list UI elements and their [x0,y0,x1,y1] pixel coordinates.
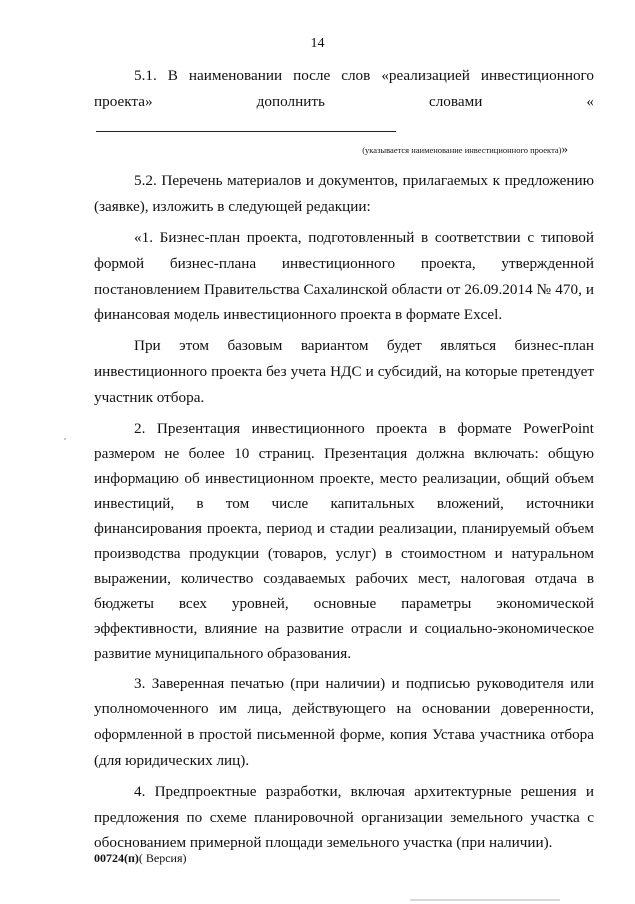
item-1-note: При этом базовым вариантом будет являться бизнес-план инвестиционного проекта без учета НДС и субсидий, на которые претендует участник отбора. [94,337,594,406]
paragraph-5-2: 5.2. Перечень материалов и документов, прилагаемых к предложению (заявке), изложить в следующей редакции: [94,172,594,216]
fill-hint-close-quote: » [561,141,568,157]
item-4-preliminary-design: 4. Предпроектные разработки, включая архитектурные решения и предложения по схеме планировочной организации земельного участка с обоснованием примерной площади земельного участка (при наличии). [94,782,594,852]
item-2-presentation: 2. Презентация инвестиционного проекта в формате PowerPoint размером не более 10 страниц. Презентация должна включать: общую информацию об инвестиционном проекте, место реализации, общий объем инвестиций, в том числе капитальных вложений, источники финансирования проекта, период и стадии реализации, планируемый объем производства продукции (товаров, услуг) в стоимостном и натуральном выражении, количество создаваемых рабочих мест, налоговая отдача в бюджеты всех уровней, основные параметры экономической эффективности, влияние на развитие отрасли и социально-экономическое развитие муниципального образования. [94,419,594,662]
fill-hint-text: (указывается наименование инвестиционного проекта) [362,145,562,156]
item-3-charter-copy: 3. Заверенная печатью (при наличии) и подписью руководителя или уполномоченного им лица, действующего на основании доверенности, оформленной в простой письменной форме, копия Устава участника отбора (для юридических лиц). [94,674,594,769]
paragraph-5-1 [94,63,594,140]
page-number: 14 [310,36,325,51]
footer-version: ( Версия) [138,851,187,865]
scan-artifact-left [64,438,66,440]
item-1-business-plan: «1. Бизнес-план проекта, подготовленный в соответствии с типовой формой бизнес-плана инвестиционного проекта, утвержденной постановлением Правительства Сахалинской области от 26.09.2014 № 470, и финансовая модель инвестиционного проекта в формате Excel. [94,228,594,324]
fill-hint [94,143,594,156]
footer-code: 00724(п) [94,851,139,865]
paragraph-5-1-text: 5.1. В наименовании после слов «реализацией инвестиционного проекта» дополнить словами « [94,67,594,110]
scan-artifact-bottom [410,899,560,901]
blank-fill-line [96,115,396,132]
footer-document-code [94,851,187,866]
document-body [94,63,594,856]
